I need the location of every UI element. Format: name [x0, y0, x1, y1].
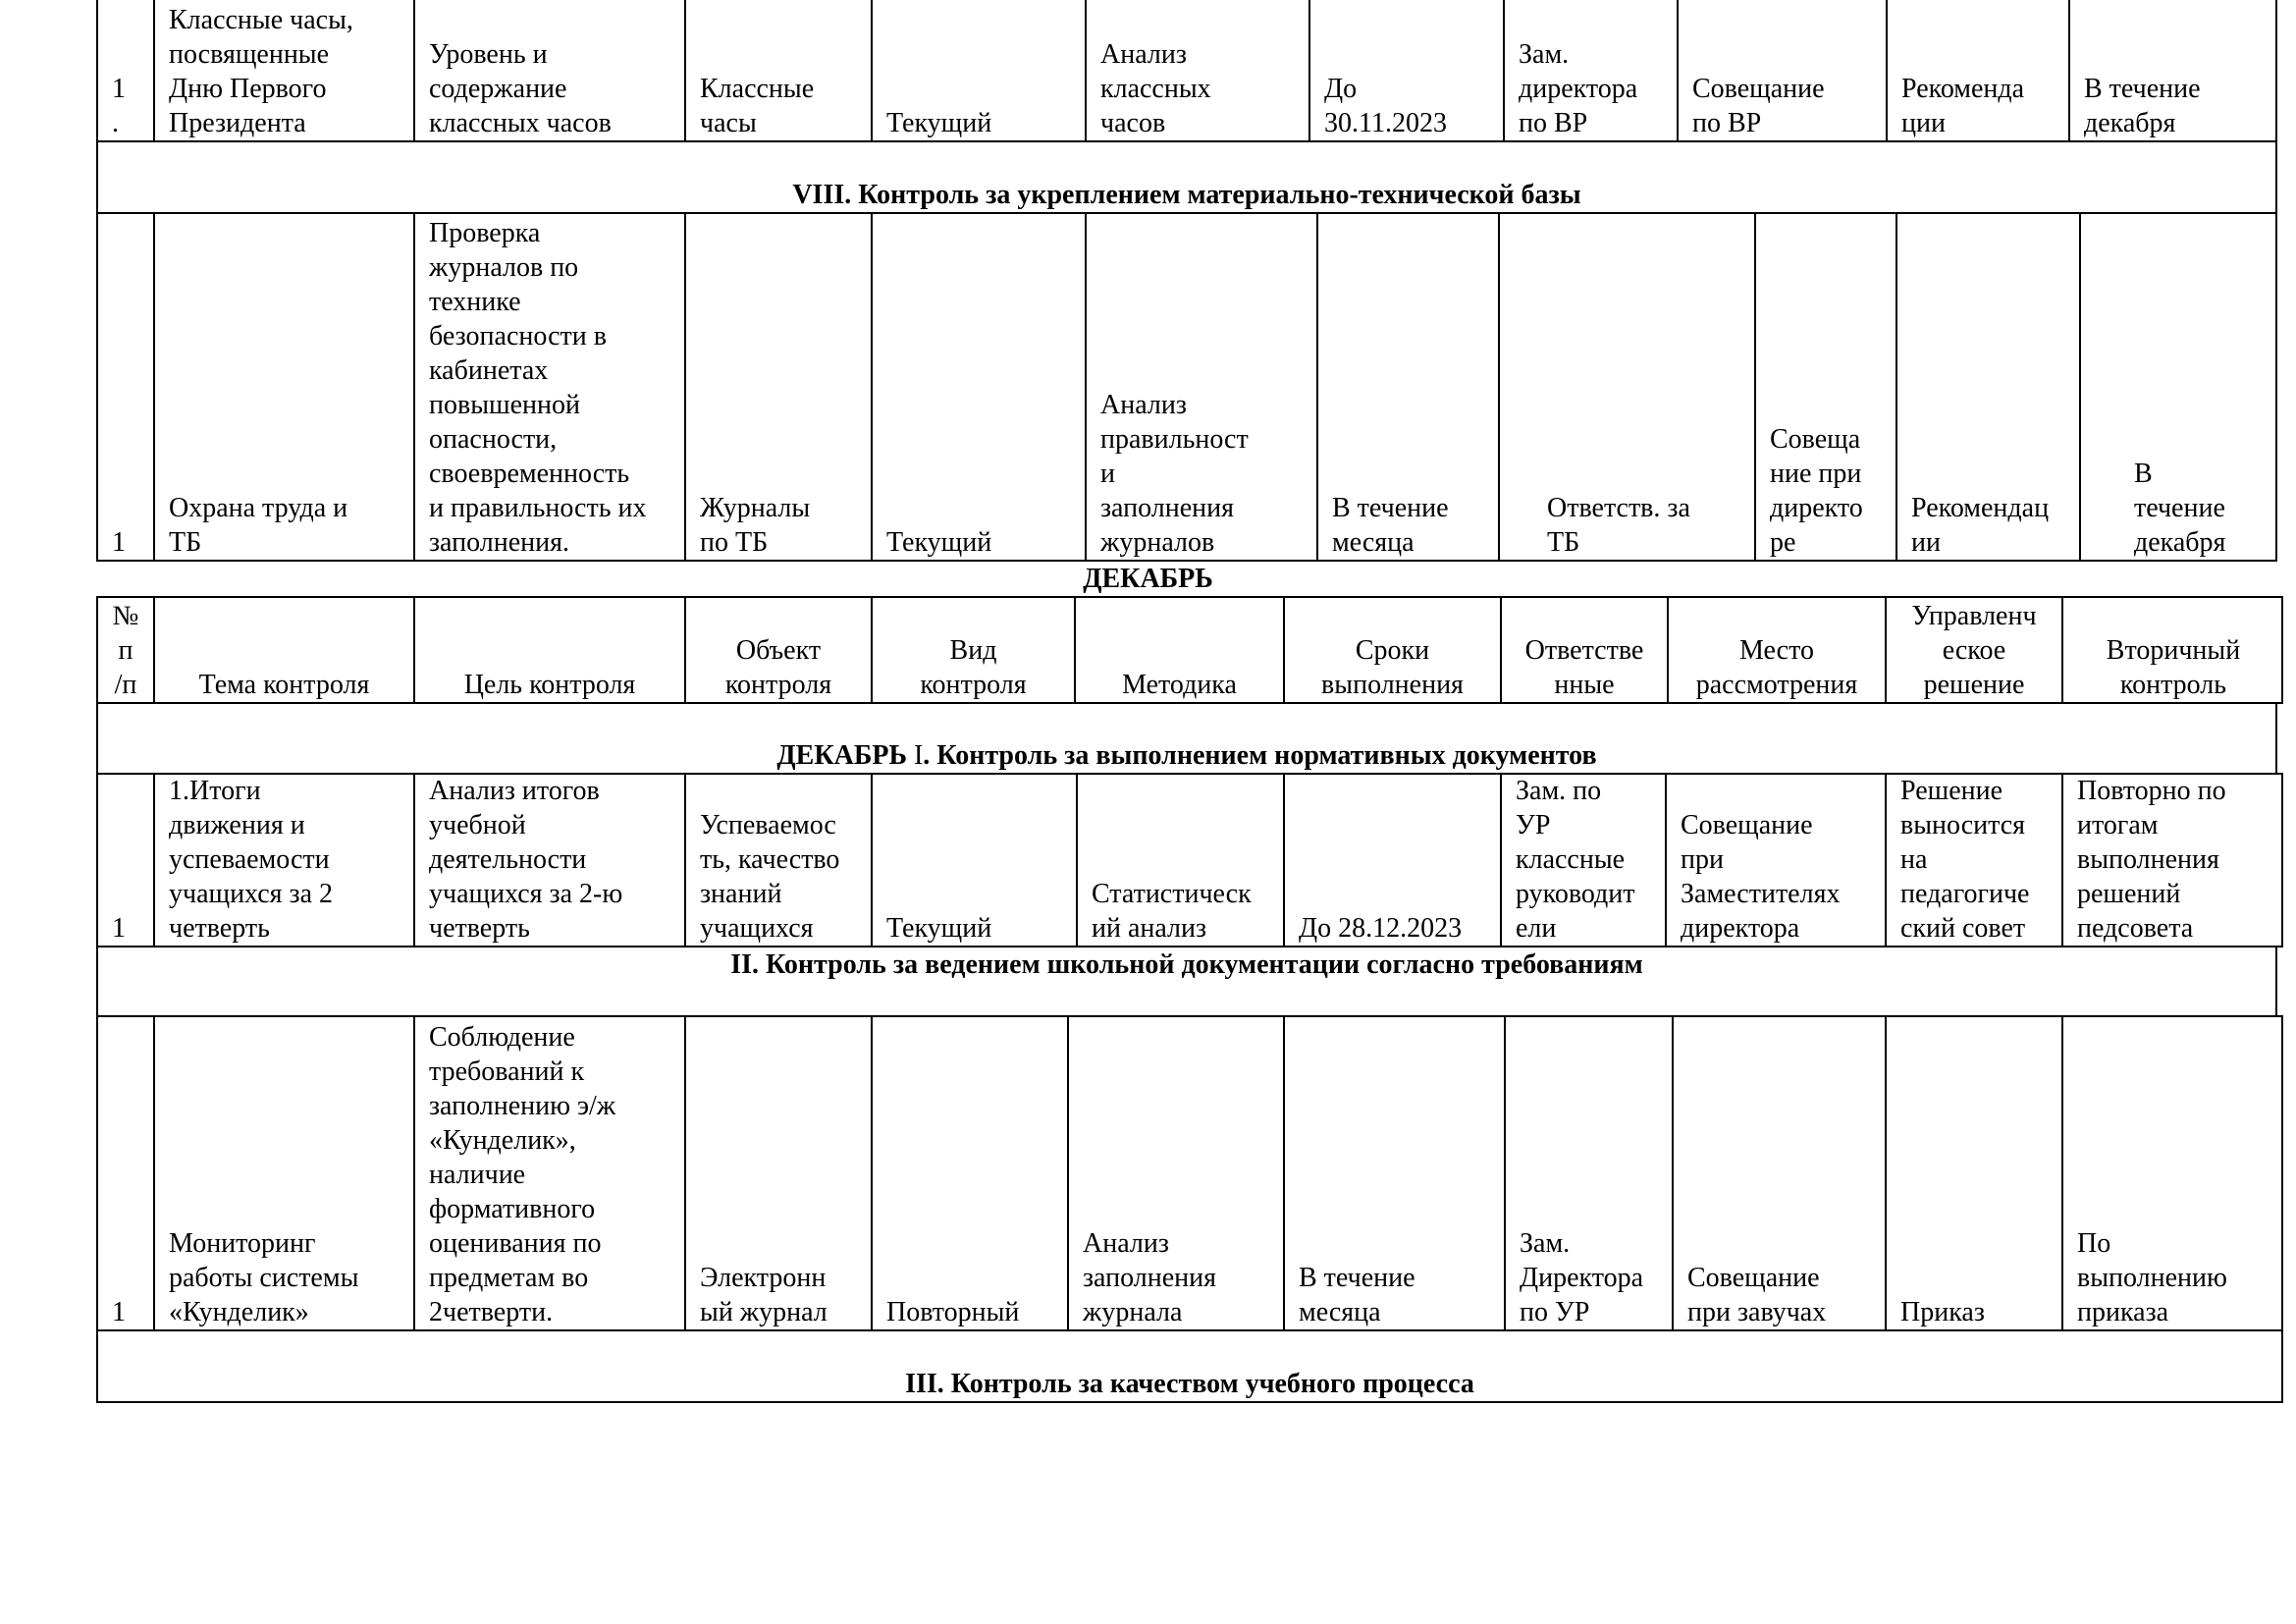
cell-object: Электронн ый журнал	[684, 1017, 871, 1329]
header-responsible: Ответстве нные	[1500, 598, 1667, 702]
cell-place: Совещание при завучах	[1672, 1017, 1885, 1329]
header-deadline: Сроки выполнения	[1283, 598, 1500, 702]
header-method: Методика	[1074, 598, 1283, 702]
cell-goal: Соблюдение требований к заполнению э/ж «Кунделик», наличие формативного оценивания по предметам во 2четверти.	[413, 1017, 684, 1329]
cell-decision: Рекоменда ции	[1886, 0, 2068, 140]
cell-secondary: В течение декабря	[2068, 0, 2277, 140]
section-title-iii: III. Контроль за качеством учебного процесса	[905, 1369, 1474, 1399]
header-type: Вид контроля	[871, 598, 1074, 702]
cell-method: Анализ правильност и заполнения журналов	[1085, 214, 1316, 560]
cell-secondary: В течение декабря	[2079, 214, 2277, 560]
table-row	[96, 1015, 2283, 1331]
cell-method: Статистическ ий анализ	[1076, 775, 1283, 946]
section-i-numeral: I	[906, 740, 924, 771]
header-place: Место рассмотрения	[1667, 598, 1885, 702]
cell-type: Текущий	[871, 0, 1085, 140]
cell-decision: Решение выносится на педагогиче ский совет	[1885, 775, 2061, 946]
cell-number: 1	[112, 527, 126, 558]
cell-place: Совещание по ВР	[1677, 0, 1886, 140]
table-row	[96, 0, 2277, 142]
header-number: № п /п	[112, 601, 139, 700]
cell-topic: 1.Итоги движения и успеваемости учащихся за 2 четверть	[153, 775, 413, 946]
cell-object: Классные часы	[684, 0, 871, 140]
cell-topic: Мониторинг работы системы «Кунделик»	[153, 1017, 413, 1329]
cell-deadline: В течение месяца	[1316, 214, 1498, 560]
cell-object: Успеваемос ть, качество знаний учащихся	[684, 775, 871, 946]
header-secondary: Вторичный контроль	[2061, 598, 2283, 702]
cell-method: Анализ классных часов	[1085, 0, 1308, 140]
cell-type: Текущий	[871, 775, 1076, 946]
cell-goal: Уровень и содержание классных часов	[413, 0, 684, 140]
header-topic: Тема контроля	[153, 598, 413, 702]
cell-responsible: Зам. по УР классные руководит ели	[1500, 775, 1665, 946]
table-header-row	[96, 596, 2283, 704]
table-row	[96, 212, 2277, 562]
cell-topic: Классные часы, посвященные Дню Первого Президента	[153, 0, 413, 140]
section-title-ii: II. Контроль за ведением школьной документации согласно требованиям	[730, 949, 1643, 980]
cell-type: Повторный	[871, 1017, 1067, 1329]
cell-decision: Рекомендац ии	[1896, 214, 2079, 560]
header-object: Объект контроля	[684, 598, 871, 702]
header-decision: Управленч еское решение	[1885, 598, 2061, 702]
cell-type: Текущий	[871, 214, 1085, 560]
section-i-month: ДЕКАБРЬ	[776, 740, 907, 771]
section-i-text: . Контроль за выполнением нормативных документов	[923, 740, 1597, 771]
table-row	[96, 773, 2283, 947]
cell-secondary: По выполнению приказа	[2061, 1017, 2283, 1329]
cell-number: 1	[112, 1297, 126, 1327]
cell-place: Совеща ние при директо ре	[1754, 214, 1896, 560]
cell-responsible: Ответств. за ТБ	[1498, 214, 1754, 560]
section-header	[96, 1329, 2283, 1403]
month-title: ДЕКАБРЬ	[1083, 564, 1213, 594]
section-header	[96, 946, 2277, 1017]
section-header	[96, 702, 2277, 775]
section-title-i	[98, 738, 2275, 773]
section-header	[96, 140, 2277, 214]
cell-topic: Охрана труда и ТБ	[153, 214, 413, 560]
cell-responsible: Зам. Директора по УР	[1504, 1017, 1672, 1329]
cell-object: Журналы по ТБ	[684, 214, 871, 560]
cell-number: 1 .	[112, 74, 126, 138]
header-goal: Цель контроля	[413, 598, 684, 702]
cell-goal: Анализ итогов учебной деятельности учащихся за 2-ю четверть	[413, 775, 684, 946]
cell-deadline: В течение месяца	[1283, 1017, 1504, 1329]
cell-secondary: Повторно по итогам выполнения решений педсовета	[2061, 775, 2283, 946]
cell-place: Совещание при Заместителях директора	[1665, 775, 1885, 946]
cell-deadline: До 28.12.2023	[1283, 775, 1500, 946]
cell-responsible: Зам. директора по ВР	[1503, 0, 1677, 140]
cell-deadline: До 30.11.2023	[1308, 0, 1503, 140]
cell-decision: Приказ	[1885, 1017, 2061, 1329]
section-title-viii: VIII. Контроль за укреплением материально-технической базы	[792, 180, 1581, 210]
cell-goal: Проверка журналов по технике безопасности в кабинетах повышенной опасности, своевременность и правильность их заполнения.	[413, 214, 684, 560]
cell-method: Анализ заполнения журнала	[1067, 1017, 1283, 1329]
cell-number: 1	[112, 913, 126, 944]
